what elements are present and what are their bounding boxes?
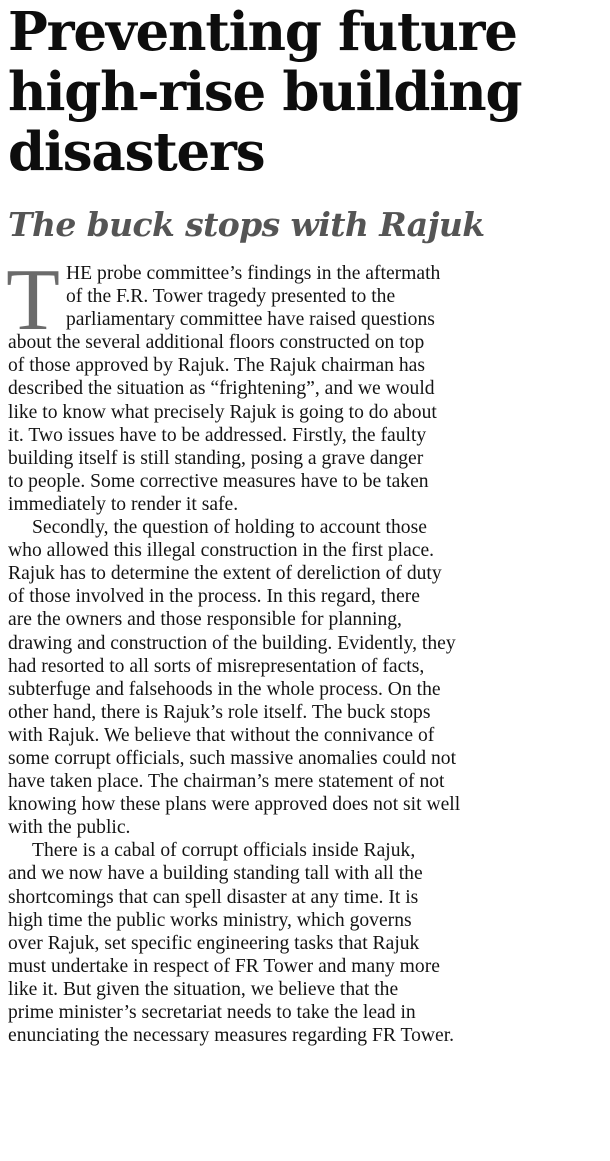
- paragraph-line: other hand, there is Rajuk’s role itself. The buck stops: [8, 701, 431, 723]
- paragraph-line: enunciating the necessary measures regarding FR Tower.: [8, 1025, 455, 1047]
- paragraph-line: HE probe committee’s findings in the aftermath: [66, 263, 441, 284]
- paragraph-line: with the public.: [8, 817, 131, 839]
- headline-line: Preventing future: [8, 1, 517, 63]
- paragraph-line: knowing how these plans were approved does not sit well: [8, 794, 461, 816]
- paragraph-line: of those involved in the process. In this regard, there: [8, 586, 420, 608]
- paragraph-line: high time the public works ministry, which governs: [8, 909, 412, 931]
- subheadline: The buck stops with Rajuk: [8, 205, 485, 244]
- paragraph-line: had resorted to all sorts of misrepresentation of facts,: [8, 655, 425, 677]
- paragraph-line: like it. But given the situation, we believe that the: [8, 978, 399, 1000]
- paragraph-line: must undertake in respect of FR Tower and many more: [8, 955, 440, 977]
- paragraph-line: about the several additional floors constructed on top: [8, 332, 425, 354]
- paragraph-line: of the F.R. Tower tragedy presented to the: [66, 286, 396, 308]
- headline-line: disasters: [8, 121, 265, 183]
- paragraph-line: some corrupt officials, such massive anomalies could not: [8, 747, 457, 769]
- paragraph-line: like to know what precisely Rajuk is going to do about: [8, 401, 437, 423]
- paragraph-line: Secondly, the question of holding to account those: [32, 517, 427, 539]
- paragraph: [8, 262, 606, 516]
- paragraph-line: Rajuk has to determine the extent of dereliction of duty: [8, 563, 442, 585]
- paragraph-line: and we now have a building standing tall with all the: [8, 863, 423, 885]
- paragraph-line: prime minister’s secretariat needs to take the lead in: [8, 1002, 416, 1023]
- paragraph-line: are the owners and those responsible for planning,: [8, 609, 402, 631]
- paragraph-line: There is a cabal of corrupt officials inside Rajuk,: [32, 840, 416, 862]
- paragraph-line: immediately to render it safe.: [8, 493, 239, 515]
- paragraph-line: with Rajuk. We believe that without the connivance of: [8, 724, 435, 746]
- headline-line: high-rise building: [8, 61, 522, 123]
- paragraph-line: parliamentary committee have raised questions: [66, 309, 435, 331]
- drop-cap: T: [6, 252, 60, 349]
- paragraph-line: building itself is still standing, posing a grave danger: [8, 447, 424, 469]
- article-body: [8, 262, 606, 1047]
- paragraph-line: who allowed this illegal construction in the first place.: [8, 540, 435, 562]
- paragraph-line: of those approved by Rajuk. The Rajuk chairman has: [8, 355, 425, 377]
- paragraph-line: have taken place. The chairman’s mere statement of not: [8, 771, 445, 793]
- paragraph-line: described the situation as “frightening”, and we would: [8, 378, 435, 400]
- paragraph-line: shortcomings that can spell disaster at any time. It is: [8, 886, 419, 908]
- paragraph-line: subterfuge and falsehoods in the whole process. On the: [8, 678, 441, 700]
- paragraph-line: it. Two issues have to be addressed. Firstly, the faulty: [8, 424, 427, 446]
- paragraph: [8, 516, 606, 839]
- paragraph: [8, 839, 606, 1047]
- paragraph-line: to people. Some corrective measures have to be taken: [8, 470, 429, 492]
- paragraph-line: drawing and construction of the building. Evidently, they: [8, 632, 456, 654]
- headline: [8, 2, 608, 182]
- paragraph-line: over Rajuk, set specific engineering tasks that Rajuk: [8, 932, 420, 954]
